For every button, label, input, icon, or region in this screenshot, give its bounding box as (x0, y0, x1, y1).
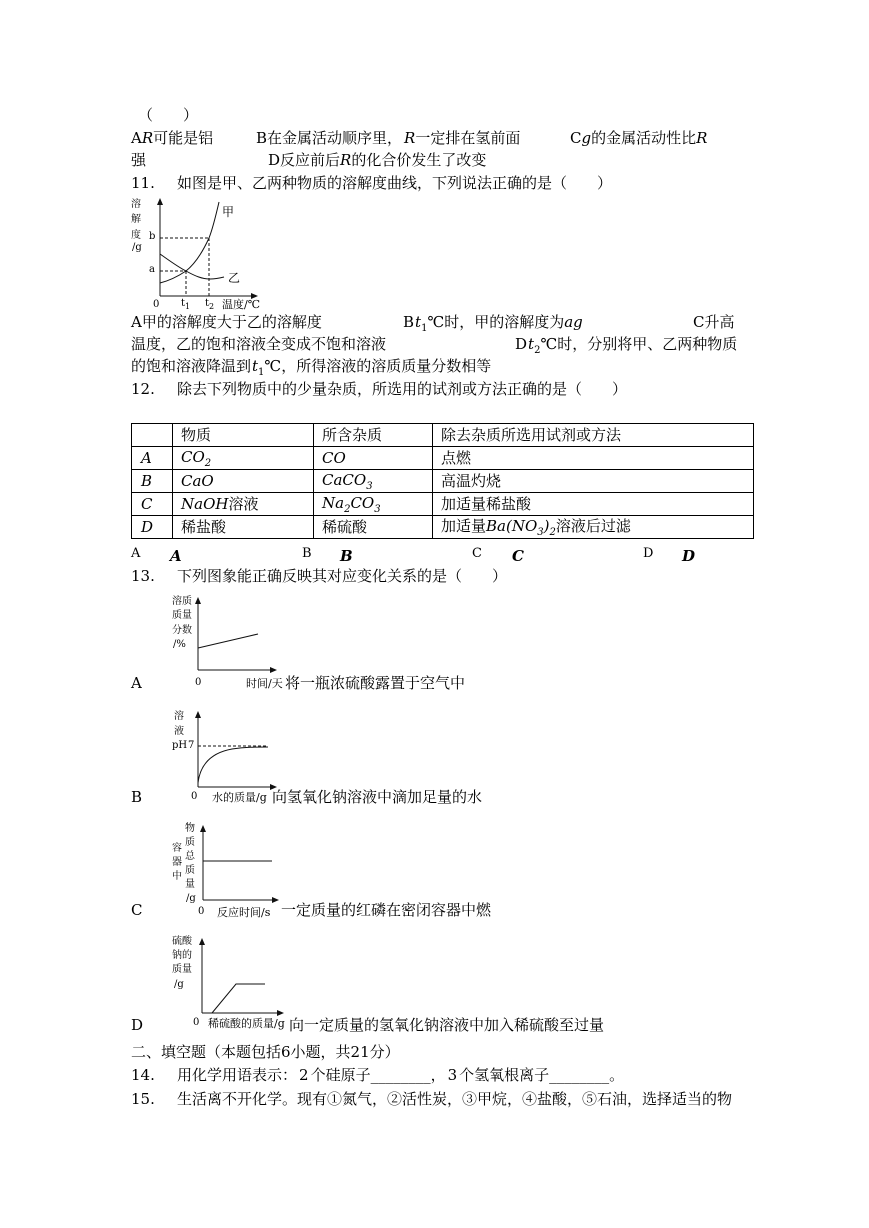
graph-c-option-label: C (131, 901, 143, 919)
table-cell-method: 点燃 (433, 447, 754, 470)
q11-stem: 如图是甲、乙两种物质的溶解度曲线，下列说法正确的是（ ） (177, 174, 613, 192)
graph-c-ylabel: 量 (185, 879, 195, 890)
graph-a-xlabel: 时间/天 (246, 677, 283, 690)
q11-option-d (515, 335, 738, 356)
q12-number: 12. (131, 380, 155, 398)
y-axis-arrow (157, 198, 163, 205)
q11-ylabel-char: 溶 (131, 199, 141, 210)
table-cell-substance (173, 470, 314, 493)
q12-option-label-b: B (302, 546, 312, 561)
graph-a-origin: 0 (195, 677, 202, 688)
formula-subscript: 3 (374, 503, 381, 515)
table-header-cell: 除去杂质所选用试剂或方法 (433, 424, 754, 447)
curve-yi (160, 254, 224, 279)
table-row (132, 470, 754, 493)
option-label: A (131, 129, 142, 147)
graph-d-caption: 向一定质量的氢氧化钠溶液中加入稀硫酸至过量 (289, 1016, 605, 1034)
formula-part: CO (322, 449, 346, 467)
table-cell-impurity: 稀硫酸 (314, 516, 433, 539)
math-variable: t (415, 313, 422, 331)
q11-ylabel-char: /g (132, 242, 142, 253)
graph-d-ylabel: 硫酸 (172, 936, 192, 947)
curve-jia (160, 202, 219, 283)
q12-option-label-d: D (643, 546, 654, 561)
table-header-cell: 物质 (173, 424, 314, 447)
table-cell-method (433, 516, 754, 539)
table-header-cell: 所含杂质 (314, 424, 433, 447)
option-text: ℃时，甲的溶解度为 (427, 313, 565, 331)
formula-part: CO (181, 447, 205, 466)
math-variable: R (141, 129, 154, 147)
q11-tick-b: b (149, 231, 156, 242)
formula-part: Ba(NO (486, 516, 538, 535)
subscript: 1 (421, 323, 428, 334)
q13-graph-c (165, 818, 290, 908)
graph-a-ylabel: 质量 (172, 610, 192, 621)
section-title: 二、填空题（本题包括6小题，共21分） (131, 1043, 400, 1061)
graph-d-ylabel: /g (174, 979, 184, 990)
graph-d-ylabel: 质量 (172, 964, 192, 975)
table-header-cell (132, 424, 173, 447)
question-text: 用化学用语表示： (177, 1066, 298, 1084)
option-text: 可能是铝 (153, 129, 214, 147)
formula-part: CO (350, 493, 375, 512)
method-text: 加适量 (441, 516, 487, 535)
math-variable: R (404, 129, 416, 147)
q11-curve-label-jia: 甲 (222, 205, 235, 219)
q12-option-value-a: A (170, 547, 182, 565)
math-variable: g (581, 129, 592, 147)
method-text: 溶液后过滤 (555, 516, 631, 535)
q10-option-c (570, 129, 707, 147)
graph-b-origin: 0 (191, 791, 198, 802)
x-axis-arrow (272, 897, 279, 903)
formula-subscript: 3 (537, 526, 544, 538)
question-text: 个硅原子 (310, 1066, 371, 1084)
tick-var: t (205, 298, 210, 309)
table-header-row (132, 424, 754, 447)
q10-answer-paren: （ ） (138, 106, 199, 124)
table-cell-substance: 稀盐酸 (173, 516, 314, 539)
graph-d-ylabel: 钠的 (172, 950, 192, 961)
q12-option-value-c: C (512, 547, 524, 565)
x-axis-arrow (270, 667, 277, 673)
graph-b-option-label: B (131, 788, 143, 806)
impurity-table (131, 423, 754, 539)
graph-c-ylabel-prefix: 器 (172, 857, 182, 868)
table-row (132, 493, 754, 516)
formula-subscript: 3 (366, 480, 373, 492)
math-variable: t (252, 357, 259, 375)
q12-option-label-a: A (131, 546, 141, 561)
graph-a-option-label: A (131, 674, 142, 692)
math-variable: t (528, 335, 535, 353)
graph-b-ylabel: 溶 (174, 711, 184, 722)
graph-b-xlabel: 水的质量/g (212, 791, 267, 804)
option-text: 的化合价发生了改变 (351, 151, 487, 169)
q11-tick-a: a (149, 264, 155, 275)
graph-a-ylabel: 分数 (172, 625, 192, 636)
q14-text (177, 1066, 624, 1084)
data-line (198, 634, 258, 648)
math-variable: ag (564, 313, 583, 331)
formula-subscript: 2 (344, 503, 351, 515)
table-row (132, 447, 754, 470)
option-label: B (403, 313, 415, 331)
graph-a-ylabel: /% (173, 639, 186, 650)
tick-sub: 2 (209, 302, 215, 311)
count-number: 2 (299, 1066, 309, 1084)
table-cell-substance (173, 493, 314, 516)
formula-part: ) (543, 516, 550, 535)
formula-subscript: 2 (204, 457, 212, 469)
option-text: 的金属活动性比 (591, 129, 697, 147)
q11-tick-t1 (181, 298, 190, 310)
formula-part: CaCO (322, 470, 367, 489)
math-variable: R (696, 129, 708, 147)
q12-option-label-c: C (472, 546, 482, 561)
question-text: 。 (609, 1066, 625, 1084)
tick-var: t (181, 298, 186, 309)
data-curve (198, 747, 268, 783)
q11-tick-t2 (205, 298, 214, 310)
table-cell-label: D (132, 516, 173, 539)
graph-c-ylabel-prefix: 容 (172, 843, 182, 854)
q15-text: 生活离不开化学。现有①氮气，②活性炭，③甲烷，④盐酸，⑤石油，选择适当的物 (177, 1090, 733, 1108)
q14-number: 14. (131, 1066, 155, 1084)
q11-option-b (403, 313, 583, 334)
y-axis-arrow (199, 938, 205, 945)
y-axis-arrow (195, 597, 201, 604)
q11-option-d-continued (131, 357, 492, 378)
q10-option-d (268, 151, 486, 169)
graph-c-ylabel: 质 (185, 837, 195, 848)
graph-b-ylabel: 液 (174, 726, 184, 737)
graph-a-ylabel: 溶质 (172, 596, 192, 607)
subscript: 1 (258, 367, 265, 378)
answer-blank: ________ (370, 1066, 431, 1084)
formula-subscript: 2 (549, 526, 556, 538)
q10-option-b (256, 129, 520, 147)
x-axis-arrow (277, 1010, 284, 1016)
question-text: 个氢氧根离子 (459, 1066, 550, 1084)
q11-origin: 0 (153, 299, 160, 310)
q13-stem: 下列图象能正确反映其对应变化关系的是（ ） (177, 567, 508, 585)
y-axis-arrow (200, 825, 206, 832)
graph-c-xlabel: 反应时间/s (217, 906, 271, 919)
option-label: D (515, 335, 528, 353)
graph-d-option-label: D (131, 1016, 144, 1034)
table-cell-label: A (132, 447, 173, 470)
q11-solubility-graph (125, 192, 265, 302)
table-cell-label: B (132, 470, 173, 493)
q11-option-c: C升高 (693, 313, 735, 331)
q11-ylabel-char: 度 (131, 230, 141, 241)
option-text: 的饱和溶液降温到 (131, 357, 252, 375)
q11-xlabel: 温度/℃ (222, 298, 261, 311)
q10-option-a (131, 129, 213, 147)
substance-suffix: 溶液 (228, 495, 259, 513)
graph-c-caption: 一定质量的红磷在密闭容器中燃 (281, 901, 492, 919)
table-cell-method: 加适量稀盐酸 (433, 493, 754, 516)
graph-b-caption: 向氢氧化钠溶液中滴加足量的水 (272, 788, 483, 806)
q12-stem: 除去下列物质中的少量杂质，所选用的试剂或方法正确的是（ ） (177, 380, 628, 398)
graph-c-ylabel: 总 (185, 851, 195, 862)
q15-number: 15. (131, 1090, 155, 1108)
graph-b-tick-7: 7 (188, 740, 195, 751)
option-text: ℃时，分别将甲、乙两种物质 (540, 335, 738, 353)
formula-part: CaO (181, 472, 214, 490)
table-cell-impurity (314, 447, 433, 470)
graph-c-ylabel-prefix: 中 (172, 871, 182, 882)
count-number: 3 (447, 1066, 458, 1084)
tick-sub: 1 (185, 302, 191, 311)
graph-c-origin: 0 (198, 906, 205, 917)
graph-c-ylabel: 质 (185, 865, 195, 876)
q12-option-value-b: B (340, 547, 353, 565)
math-variable: R (340, 151, 352, 169)
graph-c-ylabel: /g (186, 893, 196, 904)
question-text: ， (430, 1066, 446, 1084)
q11-number: 11. (131, 174, 155, 192)
q12-option-value-d: D (682, 547, 696, 565)
table-cell-method: 高温灼烧 (433, 470, 754, 493)
option-label: C (570, 129, 582, 147)
answer-blank: ________ (549, 1066, 610, 1084)
q11-option-a: A甲的溶解度大于乙的溶解度 (131, 313, 322, 331)
option-text: 一定排在氢前面 (415, 129, 521, 147)
q11-option-c-continued: 温度，乙的饱和溶液全变成不饱和溶液 (131, 335, 387, 353)
subscript: 2 (534, 345, 541, 356)
graph-d-origin: 0 (193, 1017, 200, 1028)
q11-ylabel-char: 解 (131, 214, 141, 225)
table-cell-impurity (314, 470, 433, 493)
q10-option-c-continued: 强 (131, 151, 147, 169)
graph-c-ylabel: 物 (185, 823, 195, 834)
table-row (132, 516, 754, 539)
option-text: D反应前后 (268, 151, 341, 169)
table-cell-label: C (132, 493, 173, 516)
y-axis-arrow (195, 711, 201, 718)
table-cell-substance (173, 447, 314, 470)
graph-b-ylabel: pH (172, 740, 188, 751)
table-cell-impurity (314, 493, 433, 516)
data-line (212, 984, 265, 1013)
option-text: ℃，所得溶液的溶质质量分数相等 (264, 357, 492, 375)
q11-curve-label-yi: 乙 (228, 271, 241, 285)
option-text: B在金属活动顺序里， (256, 129, 403, 147)
graph-d-xlabel: 稀硫酸的质量/g (208, 1017, 285, 1030)
graph-a-caption: 将一瓶浓硫酸露置于空气中 (285, 674, 466, 692)
formula-part: NaOH (181, 495, 229, 513)
formula-part: Na (322, 493, 345, 512)
q13-number: 13. (131, 567, 155, 585)
